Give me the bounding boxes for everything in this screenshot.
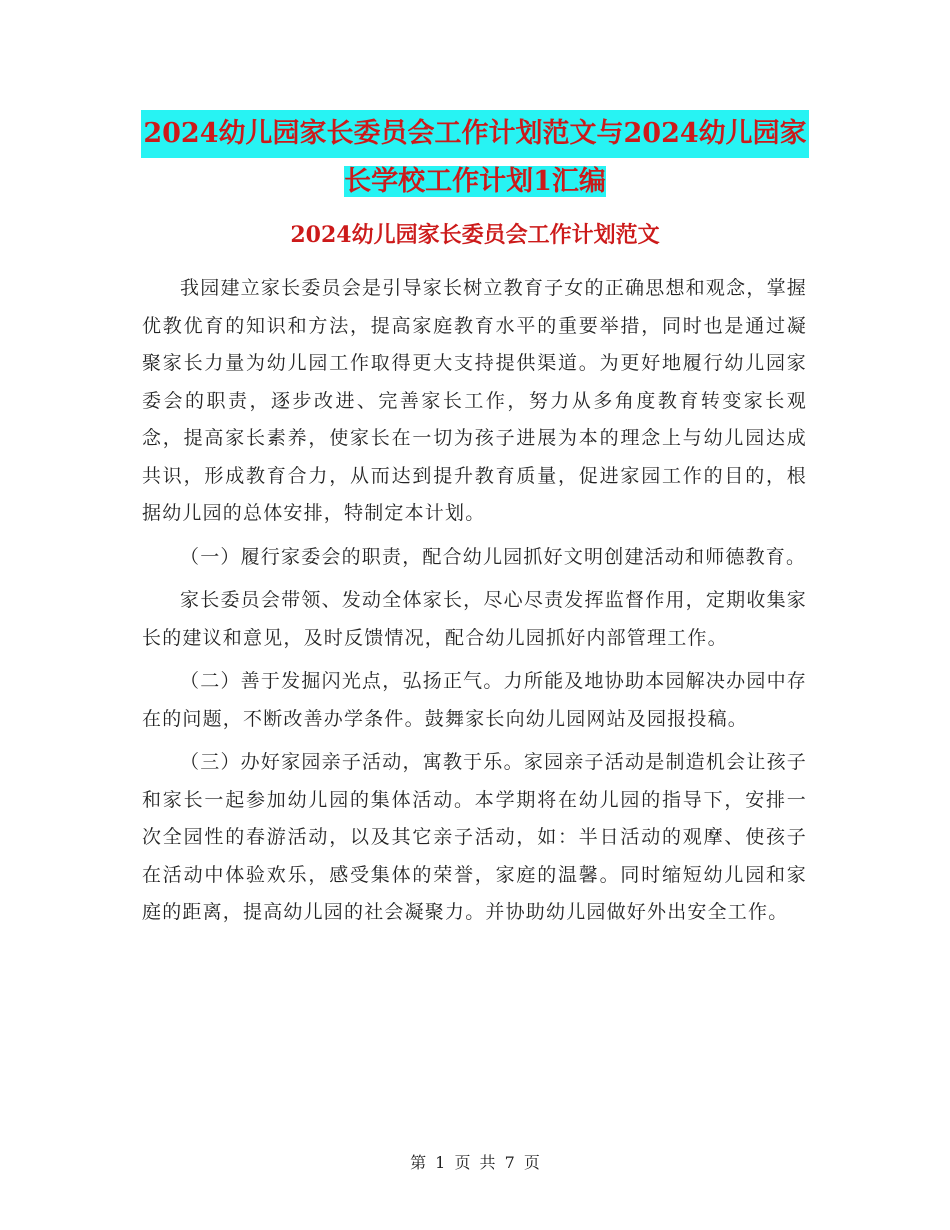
document-body [142,270,807,932]
paragraph-item-2: （二）善于发掘闪光点，弘扬正气。力所能及地协助本园解决办园中存在的问题，不断改善办学条件。鼓舞家长向幼儿园网站及园报投稿。 [142,670,807,730]
paragraph-item-3: （三）办好家园亲子活动，寓教于乐。家园亲子活动是制造机会让孩子和家长一起参加幼儿园的集体活动。本学期将在幼儿园的指导下，安排一次全园性的春游活动，以及其它亲子活动，如：半日活动的观摩、使孩子在活动中体验欢乐，感受集体的荣誉，家庭的温馨。同时缩短幼儿园和家庭的距离，提高幼儿园的社会凝聚力。并协助幼儿园做好外出安全工作。 [142,751,807,923]
document-title-line-2-text: 长学校工作计划1汇编 [344,166,606,197]
document-title-line-2 [342,158,608,206]
document-title-line-1: 2024幼儿园家长委员会工作计划范文与2024幼儿园家 [141,110,808,158]
section-heading: 2024幼儿园家长委员会工作计划范文 [290,222,660,248]
page-footer: 第 1 页 共 7 页 [410,1153,540,1172]
paragraph-intro: 我园建立家长委员会是引导家长树立教育子女的正确思想和观念，掌握优教优育的知识和方法，提高家庭教育水平的重要举措，同时也是通过凝聚家长力量为幼儿园工作取得更大支持提供渠道。为更好地履行幼儿园家委会的职责，逐步改进、完善家长工作，努力从多角度教育转变家长观念，提高家长素养，使家长在一切为孩子进展为本的理念上与幼儿园达成共识，形成教育合力，从而达到提升教育质量，促进家园工作的目的，根据幼儿园的总体安排，特制定本计划。 [142,277,807,524]
paragraph-item-1-detail: 家长委员会带领、发动全体家长，尽心尽责发挥监督作用，定期收集家长的建议和意见，及时反馈情况，配合幼儿园抓好内部管理工作。 [142,589,807,649]
paragraph-item-1: （一）履行家委会的职责，配合幼儿园抓好文明创建活动和师德教育。 [180,545,807,568]
document-title [0,110,950,206]
